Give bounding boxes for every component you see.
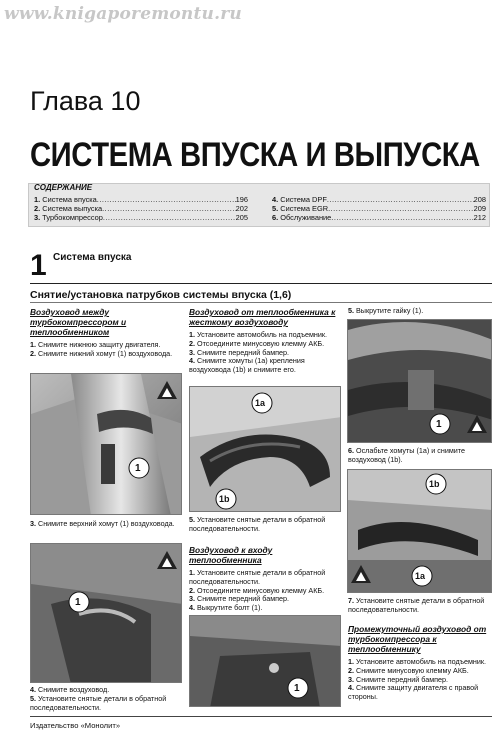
publisher-logo-icon — [156, 550, 178, 572]
step-text: Выкрутите болт (1). — [197, 603, 263, 613]
toc-item-number: 2. — [34, 204, 41, 213]
step-text: Снимите воздуховод. — [38, 685, 110, 694]
step — [30, 695, 182, 713]
toc-item-label: Система впуска — [42, 195, 97, 204]
step-text: Снимите защиту двигателя с правой стороны. — [348, 683, 479, 702]
step-text: Отсоедините минусовую клемму АКБ. — [197, 338, 325, 348]
step-text: Установите снятые детали в обратной последовательности. — [348, 596, 485, 614]
publisher-logo-icon — [350, 564, 372, 586]
step-number: 2. — [30, 348, 36, 358]
step — [189, 516, 341, 534]
col3-steps-a — [348, 307, 494, 316]
step — [189, 357, 341, 375]
col1-steps-a — [30, 341, 182, 359]
publisher-logo-icon — [466, 414, 488, 436]
photo-nut — [347, 319, 492, 443]
callout-label: 1 — [294, 683, 300, 694]
callout-label-1a: 1a — [255, 398, 266, 408]
step-number: 5. — [348, 306, 354, 315]
step-number: 3. — [189, 594, 195, 604]
toc-item-number: 6. — [272, 213, 279, 222]
step-text: Снимите нижний хомут (1) воздуховода. — [38, 348, 173, 358]
step — [189, 604, 341, 613]
step-number: 3. — [348, 674, 354, 684]
photo-upper-clamp — [30, 543, 182, 683]
step-number: 1. — [189, 568, 195, 577]
col2-steps-c — [189, 569, 341, 613]
step-number: 1. — [189, 330, 195, 339]
subsection-underline — [30, 302, 492, 303]
col3-steps-b — [348, 447, 494, 465]
step-text: Снимите передний бампер. — [356, 674, 449, 684]
step-text: Снимите передний бампер. — [197, 594, 290, 604]
col3-heading: Промежуточный воздуховод от турбокомпрессора к теплообменнику — [348, 624, 487, 654]
step-number: 2. — [189, 338, 195, 348]
step-text: Установите автомобиль на подъемник. — [356, 657, 487, 666]
step-text: Снимите хомуты (1a) крепления воздуховода (1b) и снимите его. — [189, 356, 305, 375]
section-number: 1 — [30, 249, 47, 282]
section-title: Система впуска — [53, 252, 132, 263]
step — [30, 350, 182, 359]
col2-heading-2: Воздуховод к входу теплообменника — [189, 545, 273, 565]
col3-steps-c — [348, 597, 494, 615]
col2-heading: Воздуховод от теплообменника к жесткому воздуховоду — [189, 307, 336, 327]
toc-item — [34, 204, 248, 213]
toc-item-number: 3. — [34, 213, 41, 222]
photo-bolt — [189, 615, 341, 707]
toc-item-page: 209 — [473, 204, 486, 213]
toc-item-label: Система EGR — [280, 204, 329, 213]
step-text: Выкрутите гайку (1). — [356, 306, 424, 315]
toc-item-page: 212 — [473, 213, 486, 222]
step-text: Снимите верхний хомут (1) воздуховода. — [38, 519, 175, 528]
step-number: 3. — [189, 347, 195, 357]
site-watermark: www.knigaporemontu.ru — [4, 4, 242, 24]
contents-header: СОДЕРЖАНИЕ — [34, 183, 93, 192]
publisher-logo-icon — [156, 380, 178, 402]
callout-label-1a: 1a — [415, 571, 426, 581]
step — [189, 569, 341, 587]
toc-item — [34, 213, 248, 222]
toc-item-page: 196 — [235, 195, 248, 204]
step-number: 4. — [189, 356, 195, 366]
step-number: 4. — [30, 685, 36, 694]
col2-steps-a — [189, 331, 341, 375]
callout-label: 1 — [436, 419, 442, 430]
step-text: Установите автомобиль на подъемник. — [197, 330, 328, 339]
step-number: 2. — [189, 585, 195, 595]
toc-item-page: 208 — [473, 195, 486, 204]
callout-label-1b: 1b — [219, 494, 230, 504]
step-text: Установите снятые детали в обратной последовательности. — [189, 568, 326, 586]
step-number: 1. — [30, 340, 36, 349]
toc-item — [272, 213, 486, 222]
toc-item — [34, 195, 248, 204]
callout-label: 1 — [75, 597, 81, 608]
photo-air-duct-image — [190, 387, 341, 512]
toc-item-label: Обслуживание — [280, 213, 332, 222]
photo-bolt-image — [190, 616, 341, 707]
footer-divider — [30, 716, 492, 717]
step — [348, 684, 494, 702]
step-text: Снимите минусовую клемму АКБ. — [356, 665, 469, 675]
step-number: 1. — [348, 657, 354, 666]
toc-item-label: Турбокомпрессор — [42, 213, 103, 222]
section-divider — [30, 283, 492, 284]
step-text: Ослабьте хомуты (1a) и снимите воздуховод (1b). — [348, 446, 465, 464]
contents-column-left — [34, 195, 248, 222]
step-number: 7. — [348, 596, 354, 605]
step-text: Установите снятые детали в обратной последовательности. — [189, 515, 326, 533]
photo-lower-clamp — [30, 373, 182, 515]
toc-item-page: 202 — [235, 204, 248, 213]
step-number: 5. — [189, 515, 195, 524]
step-number: 5. — [30, 693, 36, 703]
step-number: 4. — [348, 683, 354, 693]
photo-hoses — [347, 469, 492, 593]
toc-item-label: Система DPF — [280, 195, 327, 204]
step-text: Отсоедините минусовую клемму АКБ. — [197, 585, 325, 595]
photo-air-duct — [189, 386, 341, 512]
toc-item-number: 5. — [272, 204, 279, 213]
toc-item-page: 205 — [235, 213, 248, 222]
step-number: 2. — [348, 665, 354, 675]
step — [30, 520, 182, 529]
toc-item-number: 4. — [272, 195, 279, 204]
col1-steps-b — [30, 520, 182, 529]
col2-steps-b — [189, 516, 341, 534]
step-number: 4. — [189, 603, 195, 613]
col1-steps-c — [30, 686, 182, 712]
callout-label: 1 — [135, 463, 141, 474]
step-number: 6. — [348, 446, 354, 455]
publisher-footer: Издательство «Монолит» — [30, 721, 121, 730]
chapter-label: Глава 10 — [30, 86, 141, 116]
col3-steps-d — [348, 658, 494, 702]
toc-item — [272, 195, 486, 204]
subsection-title: Снятие/установка патрубков системы впуска (1,6) — [30, 289, 292, 301]
step-text: Установите снятые детали в обратной последовательности. — [30, 693, 167, 712]
step — [348, 307, 494, 316]
page-title: СИСТЕМА ВПУСКА И ВЫПУСКА — [30, 136, 480, 174]
step — [348, 447, 494, 465]
toc-item-number: 1. — [34, 195, 41, 204]
step-text: Снимите нижнюю защиту двигателя. — [38, 340, 161, 349]
callout-label-1b: 1b — [429, 479, 440, 489]
step-number: 3. — [30, 519, 36, 528]
toc-item — [272, 204, 486, 213]
step-text: Снимите передний бампер. — [197, 347, 290, 357]
step — [348, 597, 494, 615]
toc-item-label: Система выпуска — [42, 204, 103, 213]
contents-column-right — [272, 195, 486, 222]
col1-heading: Воздуховод между турбокомпрессором и теплообменником — [30, 307, 127, 337]
